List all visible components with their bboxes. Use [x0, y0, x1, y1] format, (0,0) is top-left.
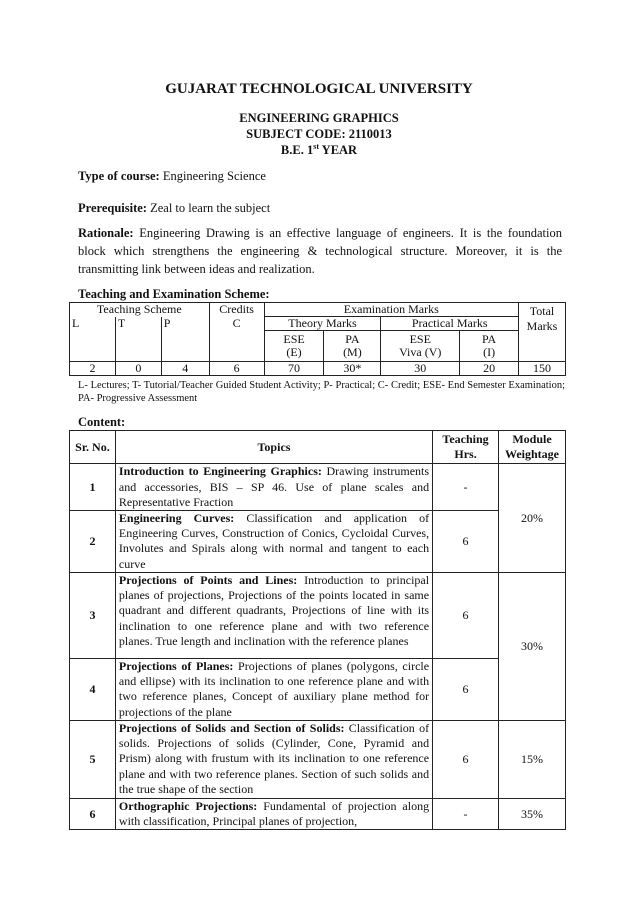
srno-header: Sr. No. [70, 431, 116, 464]
topic-title: Orthographic Projections: [118, 799, 258, 814]
value-total: 150 [519, 362, 566, 376]
credits-header: Credits [209, 303, 264, 317]
year-prefix: B.E. 1 [280, 143, 314, 158]
topic-title: Projections of Planes: [118, 659, 234, 674]
table-row [70, 511, 566, 573]
table-row [70, 659, 566, 721]
ese-header: ESE [264, 331, 324, 347]
row-number: 1 [70, 464, 116, 511]
row-number: 5 [70, 721, 116, 799]
value-t: 0 [115, 362, 161, 376]
row-number: 6 [70, 799, 116, 830]
table-row [70, 799, 566, 830]
type-of-course [78, 168, 562, 185]
topic-title: Engineering Curves: [118, 511, 235, 526]
value-ese-viva: 30 [381, 362, 460, 376]
i-subheader: (I) [460, 346, 519, 362]
e-subheader: (E) [264, 346, 324, 362]
viva-subheader: Viva (V) [381, 346, 460, 362]
topic-text: Introduction to principal planes of projections, Projections of the points located in same quadrant and different quadrants, Projections of line with its inclination to one reference plane and with two reference planes. True length and inclination with the reference planes [118, 573, 430, 648]
value-p: 4 [161, 362, 209, 376]
t-header: T [115, 317, 161, 362]
year-suffix: YEAR [319, 143, 358, 158]
row-number: 4 [70, 659, 116, 721]
value-l: 2 [70, 362, 116, 376]
university-title: GUJARAT TECHNOLOGICAL UNIVERSITY [165, 81, 473, 97]
l-header: L [70, 317, 116, 362]
pa-header: PA [324, 331, 381, 347]
weight-cell: 35% [499, 799, 566, 830]
row-number: 2 [70, 511, 116, 573]
value-pa-i: 20 [460, 362, 519, 376]
topic-text: Drawing instruments and accessories, BIS – SP 46. Use of plane scales and Representative Fraction [118, 464, 430, 509]
topic-cell [115, 464, 432, 511]
scheme-title: Teaching and Examination Scheme: [78, 287, 270, 301]
ese-viva-header: ESE [381, 331, 460, 347]
hours-cell: 6 [433, 659, 499, 721]
hours-cell: - [433, 464, 499, 511]
topic-text: Classification and application of Engineering Curves, Construction of Conics, Cycloidal Curves, Involutes and Spirals along with normal and tangent to each curve [118, 511, 430, 571]
total-marks-header: Total Marks [519, 303, 566, 362]
exam-marks-header: Examination Marks [264, 303, 518, 317]
topics-header: Topics [115, 431, 432, 464]
type-value: Engineering Science [159, 169, 266, 183]
hours-cell: 6 [433, 511, 499, 573]
content-header-row [70, 431, 566, 464]
content-title: Content: [78, 415, 126, 429]
hours-cell: - [433, 799, 499, 830]
prereq-label: Prerequisite: [78, 201, 147, 215]
c-header: C [209, 317, 264, 362]
topic-cell [115, 511, 432, 573]
weight-cell: 15% [499, 721, 566, 799]
table-row [70, 721, 566, 799]
subject-name: ENGINEERING GRAPHICS [239, 111, 399, 125]
weight-cell: 30% [499, 573, 566, 721]
hours-header: Teaching Hrs. [433, 431, 499, 464]
theory-marks-header: Theory Marks [264, 317, 381, 331]
topic-text: Fundamental of projection along with classification, Principal planes of projection, [118, 799, 430, 829]
value-c: 6 [209, 362, 264, 376]
year-superscript: st [313, 142, 319, 151]
pa-i-header: PA [460, 331, 519, 347]
p-header: P [161, 317, 209, 362]
teaching-exam-scheme-table [69, 302, 566, 376]
scheme-values-row [70, 362, 566, 376]
topic-title: Projections of Points and Lines: [118, 573, 298, 588]
rationale-value: Engineering Drawing is an effective language of engineers. It is the foundation block which strengthens the engineering & technological structure. Moreover, it is the transmitting link between ideas and realization. [78, 226, 562, 276]
rationale-label: Rationale: [78, 226, 134, 240]
m-subheader: (M) [324, 346, 381, 362]
scheme-row-1 [70, 303, 566, 317]
prerequisite [78, 200, 562, 217]
prereq-value: Zeal to learn the subject [146, 201, 271, 215]
table-row [70, 464, 566, 511]
table-row [70, 573, 566, 659]
scheme-legend: L- Lectures; T- Tutorial/Teacher Guided Student Activity; P- Practical; C- Credit; ESE- End Semester Examination; PA- Progressive Assessment [78, 380, 565, 404]
row-number: 3 [70, 573, 116, 659]
topic-title: Projections of Solids and Section of Solids: [118, 721, 345, 736]
value-ese: 70 [264, 362, 324, 376]
scheme-row-2 [70, 317, 566, 331]
topic-title: Introduction to Engineering Graphics: [118, 464, 322, 479]
value-pa: 30* [324, 362, 381, 376]
weight-header: Module Weightage [499, 431, 566, 464]
topic-cell [115, 573, 432, 659]
content-table [69, 430, 566, 830]
subject-code: SUBJECT CODE: 2110013 [246, 127, 392, 141]
hours-cell: 6 [433, 573, 499, 659]
year-heading [0, 142, 638, 158]
type-label: Type of course: [78, 169, 160, 183]
topic-cell [115, 721, 432, 799]
hours-cell: 6 [433, 721, 499, 799]
teaching-scheme-header: Teaching Scheme [70, 303, 210, 317]
topic-text: Projections of planes (polygons, circle and ellipse) with its inclination to one reference plane and with two reference planes, Concept of auxiliary plane method for projections of the plane [118, 659, 430, 719]
topic-text: Classification of solids. Projections of solids (Cylinder, Cone, Pyramid and Prism) along with frustum with its inclination to one reference plane and with two reference planes. Section of such solids and the true shape of the section [118, 721, 430, 796]
topic-cell [115, 799, 432, 830]
practical-marks-header: Practical Marks [381, 317, 519, 331]
rationale [78, 224, 562, 278]
weight-cell: 20% [499, 464, 566, 573]
topic-cell [115, 659, 432, 721]
